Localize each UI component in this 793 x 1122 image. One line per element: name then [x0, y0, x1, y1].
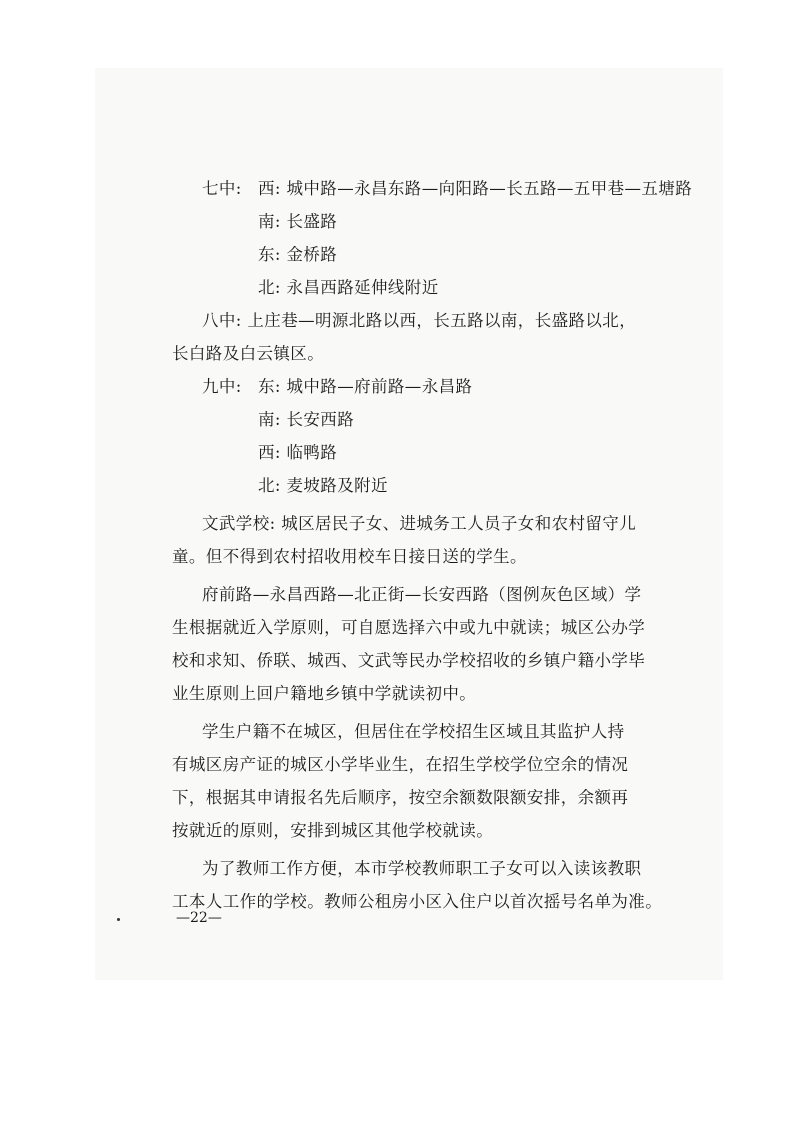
school-7-name: 七中:	[202, 179, 242, 198]
school-8-line-1: 八中: 上庄巷—明源北路以西，长五路以南，长盛路以北，	[202, 311, 637, 330]
paragraph-hukou-line-3: 下，根据其申请报名先后顺序，按空余额数限额安排，余额再	[172, 788, 629, 807]
paragraph-fuqian-line-2: 生根据就近入学原则，可自愿选择六中或九中就读；城区公办学	[172, 618, 646, 637]
school-7-east: 东: 金桥路	[258, 245, 338, 264]
paragraph-teacher-line-2: 工本人工作的学校。教师公租房小区入住户以首次摇号名单为准。	[172, 892, 663, 911]
school-7-west: 西: 城中路—永昌东路—向阳路—长五路—五甲巷—五塘路	[258, 179, 693, 198]
school-9-west: 西: 临鸭路	[258, 443, 338, 462]
paragraph-fuqian-line-3: 校和求知、侨联、城西、文武等民办学校招收的乡镇户籍小学毕	[172, 651, 646, 670]
paragraph-wenwu-line-2: 童。但不得到农村招收用校车日接日送的学生。	[172, 547, 527, 566]
paragraph-fuqian-line-4: 业生原则上回户籍地乡镇中学就读初中。	[172, 684, 477, 703]
paragraph-teacher-line-1: 为了教师工作方便，本市学校教师职工子女可以入读该教职	[202, 859, 642, 878]
paragraph-hukou-line-2: 有城区房产证的城区小学毕业生，在招生学校学位空余的情况	[172, 755, 629, 774]
paragraph-hukou-line-1: 学生户籍不在城区，但居住在学校招生区域且其监护人持	[202, 722, 625, 741]
school-9-east: 东: 城中路—府前路—永昌路	[258, 377, 473, 396]
paragraph-fuqian-line-1: 府前路—永昌西路—北正街—长安西路（图例灰色区域）学	[202, 585, 642, 604]
school-8-line-2: 长白路及白云镇区。	[172, 344, 325, 363]
school-9-name: 九中:	[202, 377, 242, 396]
page-number: —22—	[176, 910, 222, 926]
school-9-south: 南: 长安西路	[258, 410, 355, 429]
school-7-south: 南: 长盛路	[258, 212, 338, 231]
school-9-north: 北: 麦坡路及附近	[258, 476, 388, 495]
school-7-north: 北: 永昌西路延伸线附近	[258, 278, 439, 297]
paragraph-hukou-line-4: 按就近的原则，安排到城区其他学校就读。	[172, 821, 494, 840]
scan-speck	[117, 918, 120, 921]
paragraph-wenwu-line-1: 文武学校: 城区居民子女、进城务工人员子女和农村留守儿	[202, 514, 637, 533]
